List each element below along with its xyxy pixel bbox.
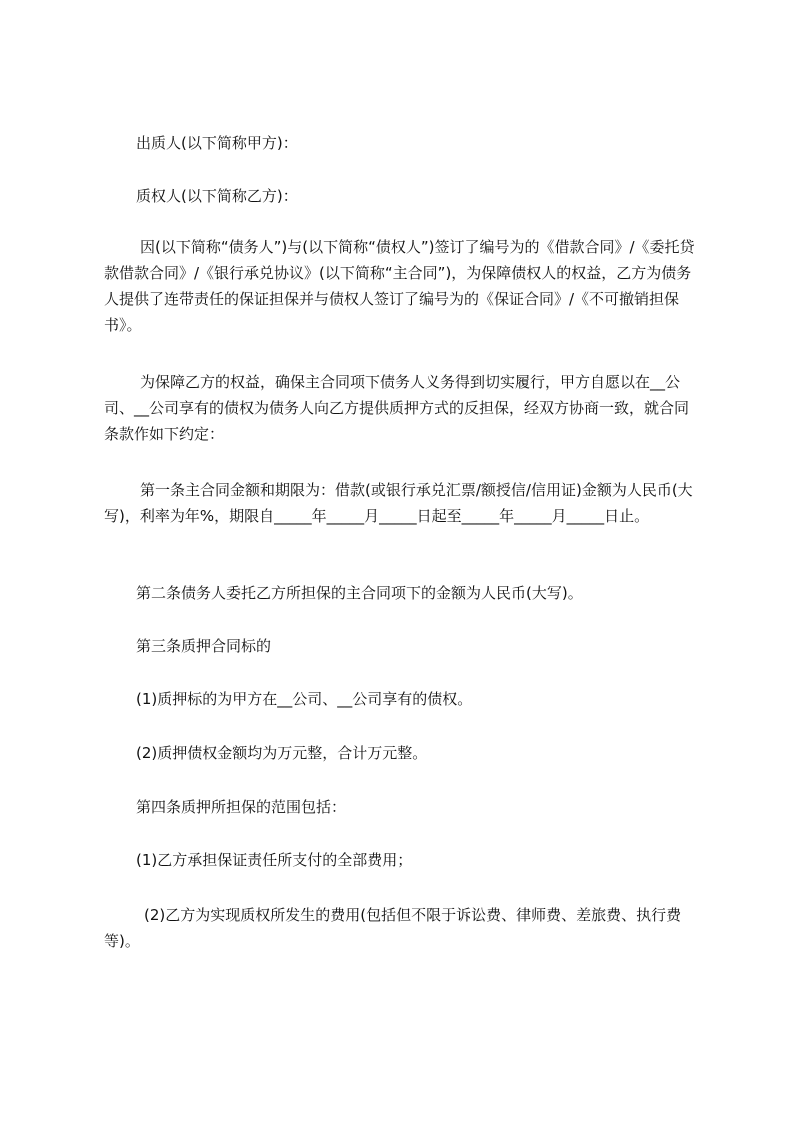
preamble-paragraph: 因(以下简称“债务人”)与(以下简称“债权人”)签订了编号为的《借款合同》/《委托贷款借款合同》/《银行承兑协议》(以下简称“主合同”)，为保障债权人的权益，乙方为债务人提供了连带责任的保证担保并与债权人签订了编号为的《保证合同》/《不可撤销担保书》。 <box>104 238 695 334</box>
article-1-paragraph: 第一条主合同金额和期限为：借款(或银行承兑汇票/额授信/信用证)金额为人民币(大写)，利率为年%，期限自_____年_____月_____日起至_____年_____月_____日止。 <box>104 481 693 525</box>
article-4-item-2: (2)乙方为实现质权所发生的费用(包括但不限于诉讼费、律师费、差旅费、执行费等)。 <box>104 906 682 950</box>
article-4-item-1: (1)乙方承担保证责任所支付的全部费用； <box>136 851 413 869</box>
pledgor-line: 出质人(以下简称甲方)： <box>136 134 298 152</box>
article-3-heading: 第三条质押合同标的 <box>136 637 272 655</box>
article-2-paragraph: 第二条债务人委托乙方所担保的主合同项下的金额为人民币(大写)。 <box>136 584 583 602</box>
pledgee-line: 质权人(以下简称乙方)： <box>136 187 298 205</box>
article-3-item-1: (1)质押标的为甲方在__公司、__公司享有的债权。 <box>136 690 473 708</box>
article-3-item-2: (2)质押债权金额均为万元整，合计万元整。 <box>136 744 428 762</box>
article-4-heading: 第四条质押所担保的范围包括： <box>136 798 347 816</box>
purpose-paragraph: 为保障乙方的权益，确保主合同项下债务人义务得到切实履行，甲方自愿以在__公司、__公司享有的债权为债务人向乙方提供质押方式的反担保，经双方协商一致，就合同条款作如下约定： <box>104 373 690 443</box>
